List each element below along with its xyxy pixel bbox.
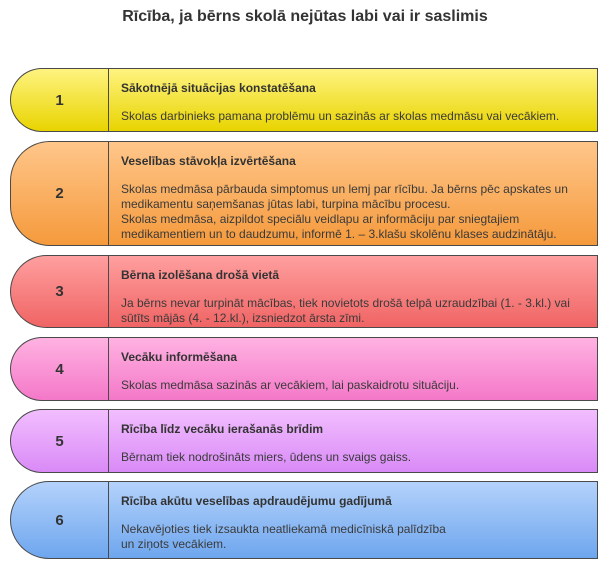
step-heading: Bērna izolēšana drošā vietā [121,268,280,282]
step-description-line: Skolas medmāsa, aizpildot speciālu veidlapu ar informāciju par sniegtajiem [121,212,520,226]
step-heading: Rīcība akūtu veselības apdraudējumu gadījumā [121,494,392,508]
step-card [108,141,598,246]
step-heading: Sākotnējā situācijas konstatēšana [121,81,316,95]
step-heading: Veselības stāvokļa izvērtēšana [121,154,296,168]
step-description-line: medikamentiem un to daudzumu, informē 1. – 3.klašu skolēnu klases audzinātāju. [121,227,557,241]
step-card [108,481,598,559]
step-description-line: sūtīts mājās (4. - 12.kl.), izsniedzot ārsta zīmi. [121,311,365,325]
step-6 [10,481,598,559]
step-description-line: Skolas medmāsa sazinās ar vecākiem, lai paskaidrotu situāciju. [121,378,460,392]
step-card [108,255,598,328]
step-description-line: medikamentu saņemšanas jūtas labi, turpina mācību procesu. [121,197,451,211]
step-2 [10,141,598,246]
step-card [108,409,598,473]
step-description-line: Ja bērns nevar turpināt mācības, tiek novietots drošā telpā uzraudzībai (1. - 3.kl.) vai [121,296,570,310]
step-number-badge: 2 [10,141,108,246]
step-card [108,337,598,401]
step-description-line: Nekavējoties tiek izsaukta neatliekamā medicīniskā palīdzība [121,522,446,536]
step-number-badge: 1 [10,68,108,132]
diagram-title: Rīcība, ja bērns skolā nejūtas labi vai ir saslimis [122,8,488,25]
step-5 [10,409,598,473]
step-3 [10,255,598,328]
step-description-line: Bērnam tiek nodrošināts miers, ūdens un svaigs gaiss. [121,450,412,464]
step-description-line: Skolas darbinieks pamana problēmu un sazinās ar skolas medmāsu vai vecākiem. [121,109,560,123]
step-heading: Rīcība līdz vecāku ierašanās brīdim [121,422,324,436]
step-heading: Vecāku informēšana [121,350,238,364]
step-card [108,68,598,132]
step-number-badge: 6 [10,481,108,559]
step-number-badge: 5 [10,409,108,473]
step-description-line: un ziņots vecākiem. [121,537,227,551]
step-4 [10,337,598,401]
step-number-badge: 3 [10,255,108,328]
step-description-line: Skolas medmāsa pārbauda simptomus un lemj par rīcību. Ja bērns pēc apskates un [121,182,568,196]
step-1 [10,68,598,132]
step-number-badge: 4 [10,337,108,401]
